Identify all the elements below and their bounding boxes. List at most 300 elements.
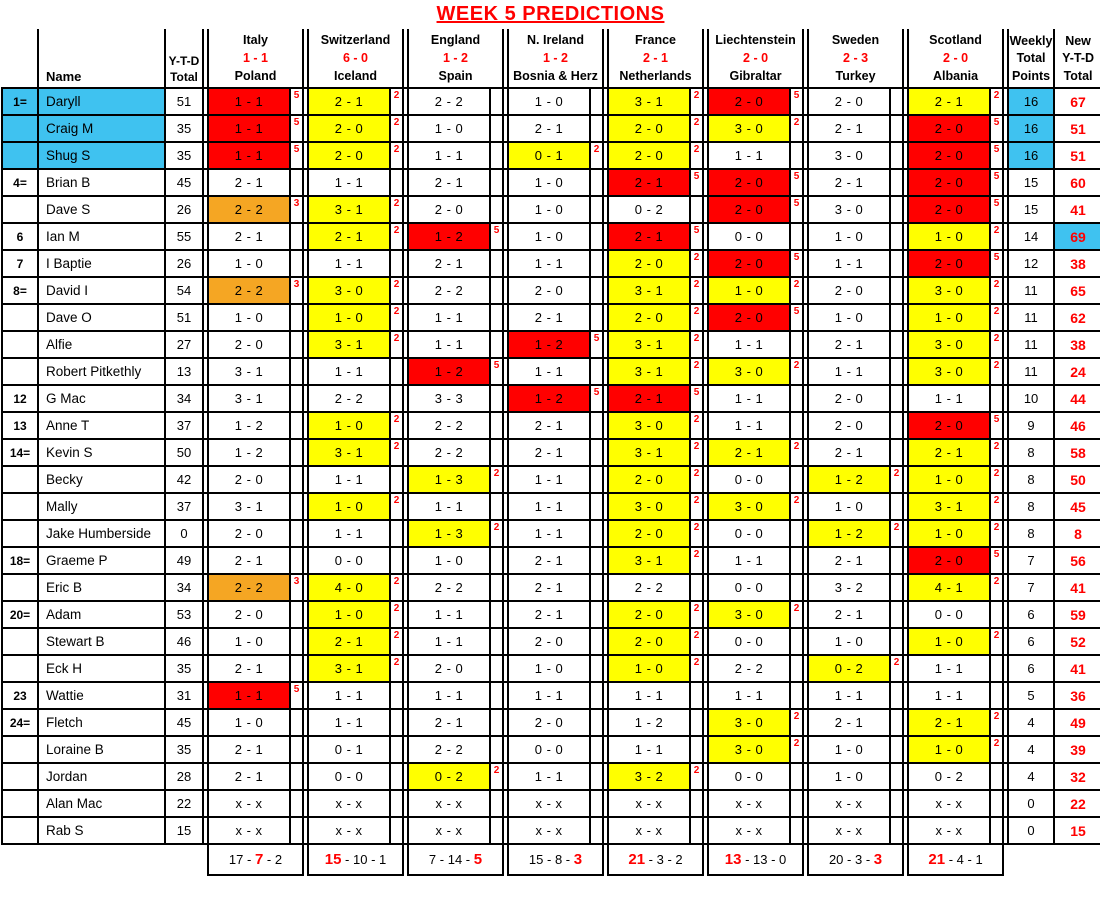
prediction-cell[interactable]: 3 - 0 [908, 358, 990, 385]
prediction-cell[interactable]: x - x [608, 817, 690, 844]
rank-cell[interactable] [2, 331, 38, 358]
ytd-total-cell[interactable]: 55 [165, 223, 203, 250]
name-cell[interactable]: Craig M [38, 115, 165, 142]
ytd-total-cell[interactable]: 26 [165, 250, 203, 277]
prediction-cell[interactable]: 1 - 0 [508, 655, 590, 682]
name-cell[interactable]: Brian B [38, 169, 165, 196]
ytd-total-cell[interactable]: 35 [165, 736, 203, 763]
prediction-cell[interactable]: 2 - 1 [808, 439, 890, 466]
ytd-total-cell[interactable]: 42 [165, 466, 203, 493]
prediction-cell[interactable]: 1 - 1 [908, 655, 990, 682]
rank-cell[interactable] [2, 358, 38, 385]
prediction-cell[interactable]: 2 - 0 [908, 115, 990, 142]
prediction-cell[interactable]: 3 - 1 [308, 331, 390, 358]
prediction-cell[interactable]: 1 - 2 [508, 385, 590, 412]
prediction-cell[interactable]: 3 - 0 [708, 709, 790, 736]
name-cell[interactable]: Robert Pitkethly [38, 358, 165, 385]
rank-cell[interactable] [2, 466, 38, 493]
name-cell[interactable]: Graeme P [38, 547, 165, 574]
prediction-cell[interactable]: 2 - 0 [508, 628, 590, 655]
prediction-cell[interactable]: x - x [708, 790, 790, 817]
prediction-cell[interactable]: 1 - 0 [808, 493, 890, 520]
prediction-cell[interactable]: 1 - 1 [508, 520, 590, 547]
rank-cell[interactable] [2, 196, 38, 223]
new-ytd-cell[interactable]: 32 [1054, 763, 1100, 790]
rank-cell[interactable] [2, 817, 38, 844]
prediction-cell[interactable]: 0 - 0 [308, 763, 390, 790]
name-cell[interactable]: Becky [38, 466, 165, 493]
new-ytd-cell[interactable]: 51 [1054, 142, 1100, 169]
prediction-cell[interactable]: 2 - 0 [908, 250, 990, 277]
prediction-cell[interactable]: 2 - 1 [908, 88, 990, 115]
prediction-cell[interactable]: 0 - 1 [508, 142, 590, 169]
rank-cell[interactable]: 14= [2, 439, 38, 466]
prediction-cell[interactable]: 3 - 0 [908, 277, 990, 304]
prediction-cell[interactable]: 1 - 1 [708, 385, 790, 412]
prediction-cell[interactable]: 3 - 0 [708, 493, 790, 520]
prediction-cell[interactable]: 0 - 0 [708, 223, 790, 250]
prediction-cell[interactable]: 2 - 0 [908, 547, 990, 574]
weekly-points-cell[interactable]: 9 [1008, 412, 1054, 439]
prediction-cell[interactable]: 1 - 1 [208, 115, 290, 142]
prediction-cell[interactable]: 1 - 0 [208, 709, 290, 736]
prediction-cell[interactable]: 1 - 2 [508, 331, 590, 358]
weekly-points-cell[interactable]: 7 [1008, 574, 1054, 601]
weekly-points-cell[interactable]: 15 [1008, 196, 1054, 223]
prediction-cell[interactable]: 4 - 0 [308, 574, 390, 601]
ytd-total-cell[interactable]: 51 [165, 304, 203, 331]
prediction-cell[interactable]: 1 - 0 [808, 223, 890, 250]
name-cell[interactable]: Alan Mac [38, 790, 165, 817]
prediction-cell[interactable]: 1 - 1 [508, 493, 590, 520]
prediction-cell[interactable]: 2 - 0 [708, 304, 790, 331]
prediction-cell[interactable]: 2 - 1 [308, 628, 390, 655]
prediction-cell[interactable]: 1 - 2 [408, 358, 490, 385]
new-ytd-cell[interactable]: 56 [1054, 547, 1100, 574]
ytd-total-cell[interactable]: 53 [165, 601, 203, 628]
prediction-cell[interactable]: 3 - 1 [208, 385, 290, 412]
prediction-cell[interactable]: 0 - 2 [408, 763, 490, 790]
prediction-cell[interactable]: 2 - 1 [508, 115, 590, 142]
prediction-cell[interactable]: x - x [308, 790, 390, 817]
prediction-cell[interactable]: 1 - 0 [508, 223, 590, 250]
weekly-points-cell[interactable]: 12 [1008, 250, 1054, 277]
name-cell[interactable]: Mally [38, 493, 165, 520]
prediction-cell[interactable]: 1 - 0 [908, 736, 990, 763]
prediction-cell[interactable]: 1 - 1 [808, 682, 890, 709]
prediction-cell[interactable]: 2 - 0 [708, 196, 790, 223]
new-ytd-cell[interactable]: 45 [1054, 493, 1100, 520]
prediction-cell[interactable]: 3 - 0 [708, 601, 790, 628]
prediction-cell[interactable]: 1 - 1 [508, 682, 590, 709]
prediction-cell[interactable]: 1 - 1 [408, 142, 490, 169]
prediction-cell[interactable]: 1 - 1 [808, 358, 890, 385]
ytd-total-cell[interactable]: 37 [165, 412, 203, 439]
prediction-cell[interactable]: 2 - 1 [908, 709, 990, 736]
prediction-cell[interactable]: 2 - 0 [608, 304, 690, 331]
new-ytd-cell[interactable]: 44 [1054, 385, 1100, 412]
ytd-total-cell[interactable]: 54 [165, 277, 203, 304]
prediction-cell[interactable]: 3 - 0 [808, 196, 890, 223]
prediction-cell[interactable]: 2 - 0 [608, 520, 690, 547]
weekly-points-cell[interactable]: 7 [1008, 547, 1054, 574]
prediction-cell[interactable]: 1 - 0 [908, 628, 990, 655]
prediction-cell[interactable]: 2 - 1 [608, 385, 690, 412]
prediction-cell[interactable]: 1 - 1 [408, 628, 490, 655]
name-cell[interactable]: Ian M [38, 223, 165, 250]
name-cell[interactable]: David I [38, 277, 165, 304]
prediction-cell[interactable]: 1 - 1 [208, 682, 290, 709]
ytd-total-cell[interactable]: 28 [165, 763, 203, 790]
prediction-cell[interactable]: 2 - 0 [708, 169, 790, 196]
ytd-total-cell[interactable]: 22 [165, 790, 203, 817]
prediction-cell[interactable]: 1 - 1 [308, 682, 390, 709]
prediction-cell[interactable]: 0 - 0 [708, 628, 790, 655]
new-ytd-cell[interactable]: 36 [1054, 682, 1100, 709]
prediction-cell[interactable]: 1 - 3 [408, 520, 490, 547]
weekly-points-cell[interactable]: 16 [1008, 88, 1054, 115]
prediction-cell[interactable]: 2 - 1 [208, 655, 290, 682]
name-cell[interactable]: Alfie [38, 331, 165, 358]
weekly-points-cell[interactable]: 11 [1008, 358, 1054, 385]
ytd-total-cell[interactable]: 35 [165, 115, 203, 142]
prediction-cell[interactable]: 1 - 1 [308, 709, 390, 736]
prediction-cell[interactable]: 2 - 1 [208, 763, 290, 790]
prediction-cell[interactable]: 2 - 1 [608, 223, 690, 250]
prediction-cell[interactable]: 0 - 1 [308, 736, 390, 763]
rank-cell[interactable]: 13 [2, 412, 38, 439]
rank-cell[interactable] [2, 493, 38, 520]
new-ytd-cell[interactable]: 58 [1054, 439, 1100, 466]
new-ytd-cell[interactable]: 51 [1054, 115, 1100, 142]
prediction-cell[interactable]: 3 - 1 [608, 88, 690, 115]
prediction-cell[interactable]: x - x [208, 817, 290, 844]
prediction-cell[interactable]: 2 - 0 [608, 115, 690, 142]
prediction-cell[interactable]: x - x [708, 817, 790, 844]
prediction-cell[interactable]: 1 - 0 [408, 547, 490, 574]
new-ytd-cell[interactable]: 38 [1054, 250, 1100, 277]
prediction-cell[interactable]: 1 - 0 [208, 628, 290, 655]
prediction-cell[interactable]: 0 - 2 [608, 196, 690, 223]
prediction-cell[interactable]: 1 - 1 [308, 520, 390, 547]
prediction-cell[interactable]: 1 - 0 [308, 412, 390, 439]
prediction-cell[interactable]: 3 - 1 [208, 358, 290, 385]
prediction-cell[interactable]: 1 - 0 [808, 736, 890, 763]
name-cell[interactable]: Jordan [38, 763, 165, 790]
prediction-cell[interactable]: 2 - 0 [608, 628, 690, 655]
prediction-cell[interactable]: 2 - 0 [908, 142, 990, 169]
name-cell[interactable]: Adam [38, 601, 165, 628]
prediction-cell[interactable]: 2 - 0 [908, 196, 990, 223]
prediction-cell[interactable]: x - x [508, 790, 590, 817]
prediction-cell[interactable]: 2 - 0 [208, 520, 290, 547]
weekly-points-cell[interactable]: 4 [1008, 763, 1054, 790]
prediction-cell[interactable]: x - x [608, 790, 690, 817]
new-ytd-cell[interactable]: 38 [1054, 331, 1100, 358]
new-ytd-cell[interactable]: 41 [1054, 655, 1100, 682]
prediction-cell[interactable]: 1 - 0 [708, 277, 790, 304]
prediction-cell[interactable]: 1 - 1 [308, 466, 390, 493]
prediction-cell[interactable]: 2 - 1 [508, 412, 590, 439]
prediction-cell[interactable]: x - x [808, 817, 890, 844]
weekly-points-cell[interactable]: 11 [1008, 304, 1054, 331]
prediction-cell[interactable]: 2 - 1 [908, 439, 990, 466]
new-ytd-cell[interactable]: 8 [1054, 520, 1100, 547]
prediction-cell[interactable]: 3 - 1 [608, 439, 690, 466]
prediction-cell[interactable]: 1 - 1 [408, 304, 490, 331]
rank-cell[interactable]: 23 [2, 682, 38, 709]
weekly-points-cell[interactable]: 8 [1008, 466, 1054, 493]
ytd-total-cell[interactable]: 31 [165, 682, 203, 709]
prediction-cell[interactable]: 1 - 1 [908, 682, 990, 709]
prediction-cell[interactable]: 2 - 1 [308, 88, 390, 115]
prediction-cell[interactable]: 2 - 0 [208, 601, 290, 628]
prediction-cell[interactable]: 1 - 0 [408, 115, 490, 142]
prediction-cell[interactable]: 1 - 1 [208, 88, 290, 115]
new-ytd-cell[interactable]: 62 [1054, 304, 1100, 331]
prediction-cell[interactable]: 2 - 1 [808, 709, 890, 736]
prediction-cell[interactable]: 2 - 0 [608, 250, 690, 277]
prediction-cell[interactable]: 2 - 1 [208, 169, 290, 196]
prediction-cell[interactable]: 1 - 1 [308, 358, 390, 385]
prediction-cell[interactable]: x - x [808, 790, 890, 817]
prediction-cell[interactable]: 2 - 2 [208, 196, 290, 223]
prediction-cell[interactable]: 2 - 1 [808, 601, 890, 628]
prediction-cell[interactable]: 1 - 2 [208, 412, 290, 439]
prediction-cell[interactable]: 2 - 2 [408, 736, 490, 763]
name-cell[interactable]: Daryll [38, 88, 165, 115]
prediction-cell[interactable]: 1 - 1 [308, 169, 390, 196]
new-ytd-cell[interactable]: 69 [1054, 223, 1100, 250]
prediction-cell[interactable]: 2 - 2 [408, 412, 490, 439]
prediction-cell[interactable]: 2 - 0 [308, 115, 390, 142]
prediction-cell[interactable]: 1 - 1 [508, 763, 590, 790]
prediction-cell[interactable]: 2 - 2 [408, 439, 490, 466]
prediction-cell[interactable]: 3 - 0 [308, 277, 390, 304]
prediction-cell[interactable]: 2 - 0 [808, 412, 890, 439]
rank-cell[interactable]: 7 [2, 250, 38, 277]
weekly-points-cell[interactable]: 16 [1008, 115, 1054, 142]
new-ytd-cell[interactable]: 24 [1054, 358, 1100, 385]
weekly-points-cell[interactable]: 8 [1008, 493, 1054, 520]
prediction-cell[interactable]: 2 - 0 [308, 142, 390, 169]
prediction-cell[interactable]: 1 - 0 [208, 304, 290, 331]
prediction-cell[interactable]: 1 - 1 [808, 250, 890, 277]
prediction-cell[interactable]: 2 - 1 [508, 547, 590, 574]
name-cell[interactable]: Anne T [38, 412, 165, 439]
prediction-cell[interactable]: 2 - 1 [608, 169, 690, 196]
prediction-cell[interactable]: 2 - 1 [808, 169, 890, 196]
weekly-points-cell[interactable]: 14 [1008, 223, 1054, 250]
prediction-cell[interactable]: 1 - 1 [708, 142, 790, 169]
new-ytd-cell[interactable]: 49 [1054, 709, 1100, 736]
rank-cell[interactable]: 1= [2, 88, 38, 115]
prediction-cell[interactable]: 3 - 0 [608, 412, 690, 439]
prediction-cell[interactable]: 2 - 0 [908, 169, 990, 196]
prediction-cell[interactable]: 3 - 0 [708, 736, 790, 763]
prediction-cell[interactable]: 3 - 0 [708, 358, 790, 385]
rank-cell[interactable]: 4= [2, 169, 38, 196]
prediction-cell[interactable]: 1 - 1 [708, 331, 790, 358]
name-cell[interactable]: Dave O [38, 304, 165, 331]
prediction-cell[interactable]: 2 - 1 [208, 736, 290, 763]
prediction-cell[interactable]: 2 - 2 [208, 574, 290, 601]
rank-cell[interactable] [2, 628, 38, 655]
rank-cell[interactable] [2, 520, 38, 547]
prediction-cell[interactable]: 1 - 0 [808, 304, 890, 331]
name-cell[interactable]: G Mac [38, 385, 165, 412]
new-ytd-cell[interactable]: 41 [1054, 196, 1100, 223]
prediction-cell[interactable]: 2 - 1 [808, 115, 890, 142]
weekly-points-cell[interactable]: 11 [1008, 331, 1054, 358]
prediction-cell[interactable]: 2 - 1 [408, 709, 490, 736]
prediction-cell[interactable]: 2 - 1 [508, 574, 590, 601]
prediction-cell[interactable]: 2 - 1 [408, 250, 490, 277]
prediction-cell[interactable]: 2 - 0 [408, 196, 490, 223]
prediction-cell[interactable]: 2 - 0 [208, 331, 290, 358]
prediction-cell[interactable]: 3 - 1 [308, 439, 390, 466]
ytd-total-cell[interactable]: 35 [165, 655, 203, 682]
prediction-cell[interactable]: 3 - 1 [608, 277, 690, 304]
weekly-points-cell[interactable]: 6 [1008, 655, 1054, 682]
name-cell[interactable]: Jake Humberside [38, 520, 165, 547]
rank-cell[interactable]: 20= [2, 601, 38, 628]
ytd-total-cell[interactable]: 51 [165, 88, 203, 115]
name-cell[interactable]: Eck H [38, 655, 165, 682]
prediction-cell[interactable]: x - x [508, 817, 590, 844]
prediction-cell[interactable]: 1 - 1 [408, 493, 490, 520]
prediction-cell[interactable]: 1 - 2 [208, 439, 290, 466]
name-cell[interactable]: Fletch [38, 709, 165, 736]
name-cell[interactable]: Kevin S [38, 439, 165, 466]
rank-cell[interactable] [2, 655, 38, 682]
prediction-cell[interactable]: 2 - 1 [808, 547, 890, 574]
rank-cell[interactable] [2, 574, 38, 601]
ytd-total-cell[interactable]: 37 [165, 493, 203, 520]
name-cell[interactable]: Loraine B [38, 736, 165, 763]
rank-cell[interactable]: 12 [2, 385, 38, 412]
prediction-cell[interactable]: 2 - 1 [508, 601, 590, 628]
ytd-total-cell[interactable]: 49 [165, 547, 203, 574]
prediction-cell[interactable]: 2 - 0 [608, 601, 690, 628]
name-cell[interactable]: Eric B [38, 574, 165, 601]
prediction-cell[interactable]: 2 - 2 [208, 277, 290, 304]
rank-cell[interactable]: 6 [2, 223, 38, 250]
prediction-cell[interactable]: 1 - 1 [508, 250, 590, 277]
weekly-points-cell[interactable]: 6 [1008, 628, 1054, 655]
weekly-points-cell[interactable]: 16 [1008, 142, 1054, 169]
prediction-cell[interactable]: 1 - 0 [308, 493, 390, 520]
rank-cell[interactable]: 18= [2, 547, 38, 574]
prediction-cell[interactable]: 1 - 0 [908, 466, 990, 493]
prediction-cell[interactable]: 1 - 0 [908, 304, 990, 331]
prediction-cell[interactable]: 1 - 1 [708, 682, 790, 709]
prediction-cell[interactable]: 2 - 1 [508, 304, 590, 331]
weekly-points-cell[interactable]: 4 [1008, 709, 1054, 736]
prediction-cell[interactable]: x - x [308, 817, 390, 844]
prediction-cell[interactable]: 1 - 1 [208, 142, 290, 169]
prediction-cell[interactable]: 0 - 2 [908, 763, 990, 790]
new-ytd-cell[interactable]: 67 [1054, 88, 1100, 115]
prediction-cell[interactable]: 3 - 1 [608, 331, 690, 358]
name-cell[interactable]: Stewart B [38, 628, 165, 655]
weekly-points-cell[interactable]: 10 [1008, 385, 1054, 412]
ytd-total-cell[interactable]: 45 [165, 169, 203, 196]
rank-cell[interactable]: 24= [2, 709, 38, 736]
weekly-points-cell[interactable]: 4 [1008, 736, 1054, 763]
new-ytd-cell[interactable]: 15 [1054, 817, 1100, 844]
prediction-cell[interactable]: 3 - 0 [808, 142, 890, 169]
weekly-points-cell[interactable]: 15 [1008, 169, 1054, 196]
prediction-cell[interactable]: 3 - 0 [908, 331, 990, 358]
prediction-cell[interactable]: 2 - 0 [608, 466, 690, 493]
new-ytd-cell[interactable]: 50 [1054, 466, 1100, 493]
prediction-cell[interactable]: 1 - 2 [808, 520, 890, 547]
weekly-points-cell[interactable]: 8 [1008, 520, 1054, 547]
prediction-cell[interactable]: 1 - 1 [608, 682, 690, 709]
prediction-cell[interactable]: 2 - 0 [708, 88, 790, 115]
prediction-cell[interactable]: 0 - 0 [908, 601, 990, 628]
rank-cell[interactable] [2, 304, 38, 331]
prediction-cell[interactable]: 1 - 1 [908, 385, 990, 412]
prediction-cell[interactable]: 2 - 0 [208, 466, 290, 493]
prediction-cell[interactable]: 0 - 0 [708, 574, 790, 601]
ytd-total-cell[interactable]: 34 [165, 574, 203, 601]
weekly-points-cell[interactable]: 8 [1008, 439, 1054, 466]
prediction-cell[interactable]: 1 - 1 [408, 331, 490, 358]
prediction-cell[interactable]: 2 - 1 [208, 547, 290, 574]
prediction-cell[interactable]: x - x [408, 790, 490, 817]
prediction-cell[interactable]: 1 - 0 [808, 763, 890, 790]
prediction-cell[interactable]: 1 - 1 [508, 466, 590, 493]
prediction-cell[interactable]: 0 - 0 [308, 547, 390, 574]
ytd-total-cell[interactable]: 15 [165, 817, 203, 844]
prediction-cell[interactable]: 1 - 1 [508, 358, 590, 385]
rank-cell[interactable] [2, 763, 38, 790]
prediction-cell[interactable]: 2 - 0 [708, 250, 790, 277]
prediction-cell[interactable]: 2 - 0 [408, 655, 490, 682]
prediction-cell[interactable]: 1 - 0 [808, 628, 890, 655]
ytd-total-cell[interactable]: 34 [165, 385, 203, 412]
prediction-cell[interactable]: 2 - 2 [408, 277, 490, 304]
prediction-cell[interactable]: 1 - 0 [508, 169, 590, 196]
new-ytd-cell[interactable]: 65 [1054, 277, 1100, 304]
prediction-cell[interactable]: 2 - 2 [308, 385, 390, 412]
prediction-cell[interactable]: 3 - 2 [608, 763, 690, 790]
weekly-points-cell[interactable]: 6 [1008, 601, 1054, 628]
weekly-points-cell[interactable]: 0 [1008, 817, 1054, 844]
prediction-cell[interactable]: 1 - 3 [408, 466, 490, 493]
ytd-total-cell[interactable]: 35 [165, 142, 203, 169]
name-cell[interactable]: I Baptie [38, 250, 165, 277]
new-ytd-cell[interactable]: 39 [1054, 736, 1100, 763]
prediction-cell[interactable]: 1 - 1 [308, 250, 390, 277]
prediction-cell[interactable]: 2 - 0 [808, 277, 890, 304]
rank-cell[interactable] [2, 736, 38, 763]
prediction-cell[interactable]: 0 - 2 [808, 655, 890, 682]
prediction-cell[interactable]: 2 - 2 [608, 574, 690, 601]
prediction-cell[interactable]: 2 - 0 [908, 412, 990, 439]
prediction-cell[interactable]: x - x [908, 790, 990, 817]
prediction-cell[interactable]: 1 - 2 [608, 709, 690, 736]
prediction-cell[interactable]: 3 - 1 [608, 358, 690, 385]
name-cell[interactable]: Shug S [38, 142, 165, 169]
prediction-cell[interactable]: 0 - 0 [708, 466, 790, 493]
ytd-total-cell[interactable]: 26 [165, 196, 203, 223]
weekly-points-cell[interactable]: 11 [1008, 277, 1054, 304]
prediction-cell[interactable]: 3 - 1 [208, 493, 290, 520]
prediction-cell[interactable]: 3 - 3 [408, 385, 490, 412]
